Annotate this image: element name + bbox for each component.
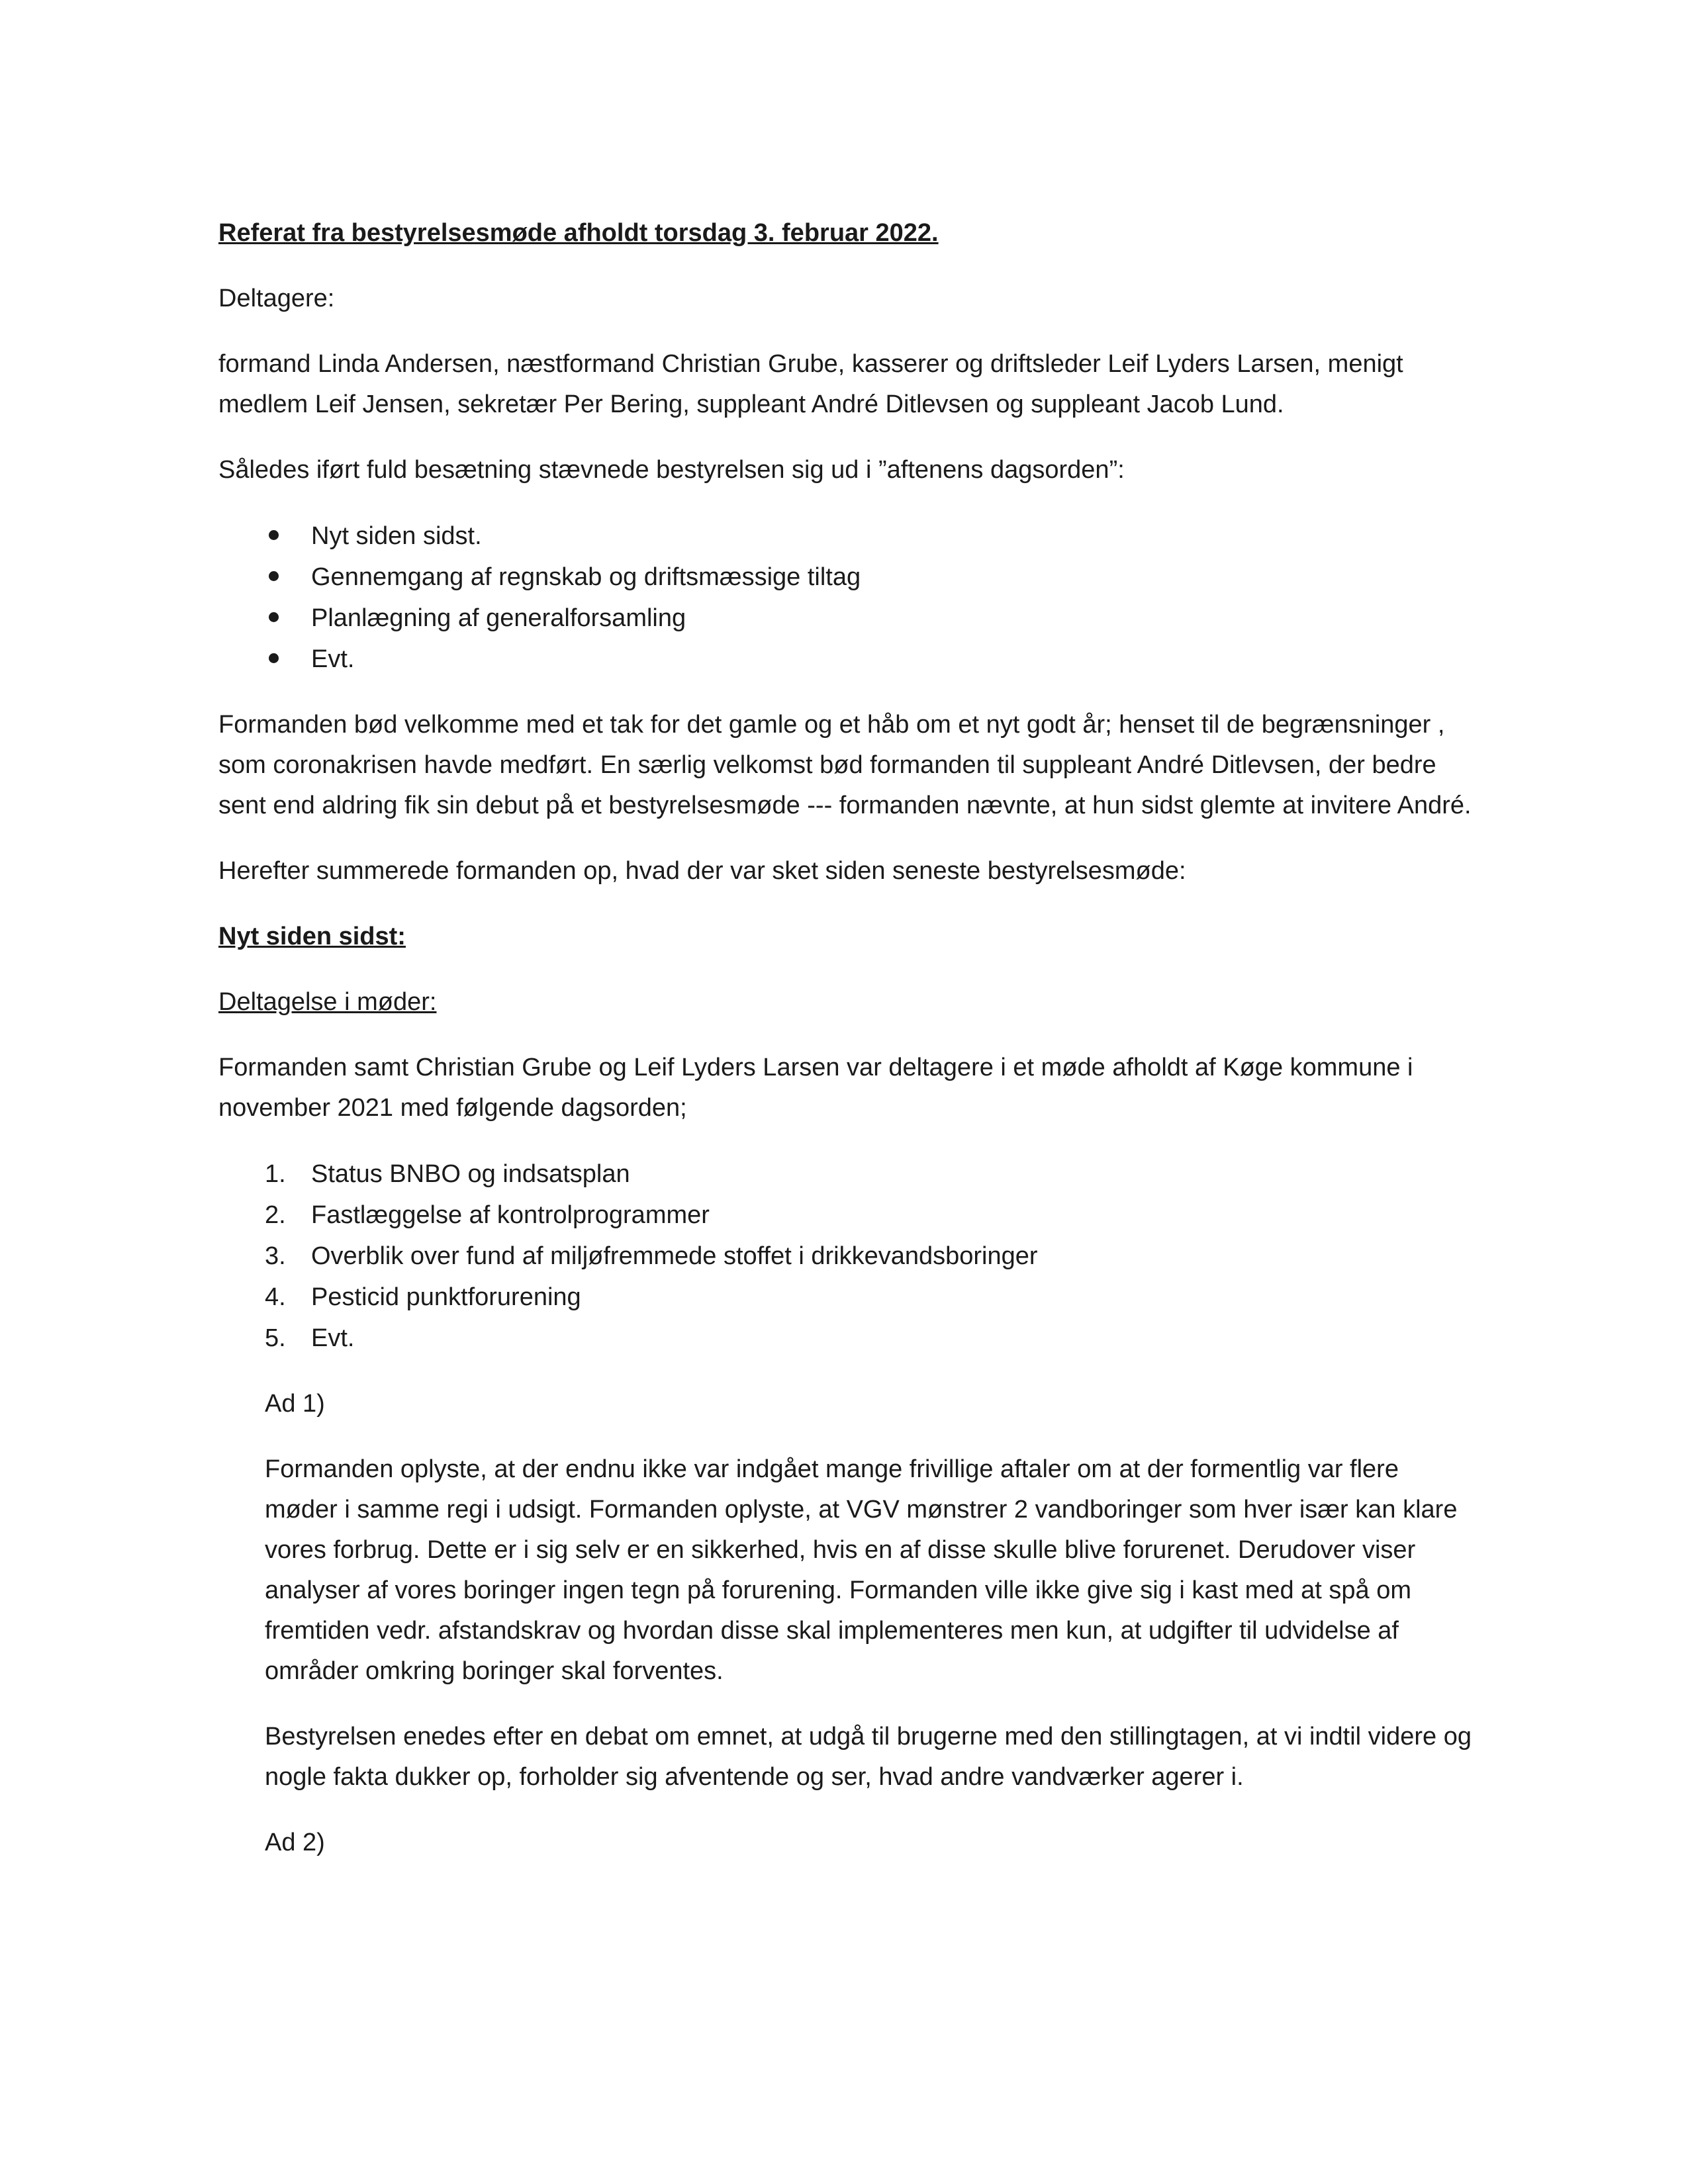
meeting-agenda-item: 2. Fastlæggelse af kontrolprogrammer (265, 1201, 710, 1229)
participants-text: formand Linda Andersen, næstformand Christian Grube, kasserer og driftsleder Leif Lyders Larsen, menigt medlem Leif Jensen, sekretær Per Bering, suppleant André Ditlevsen og suppleant Jacob Lund. (218, 350, 1403, 418)
ad1-conclusion: Bestyrelsen enedes efter en debat om emnet, at udgå til brugerne med den stillingtagen, at vi indtil videre og nogle fakta dukker op, forholder sig afventende og ser, hvad andre vandværker agerer i. (265, 1723, 1472, 1791)
participants-label: Deltagere: (218, 285, 335, 312)
bullet-icon (269, 571, 279, 581)
bullet-icon (269, 530, 279, 540)
meeting-agenda-item: 3. Overblik over fund af miljøfremmede stoffet i drikkevandsboringer (265, 1242, 1038, 1270)
meeting-agenda-item: 4. Pesticid punktforurening (265, 1283, 581, 1311)
agenda-intro: Således iført fuld besætning stævnede bestyrelsen sig ud i ”aftenens dagsorden”: (218, 456, 1125, 484)
agenda-item: Gennemgang af regnskab og driftsmæssige tiltag (218, 557, 1476, 598)
ad1-label: Ad 1) (265, 1390, 325, 1418)
document-body (218, 213, 1476, 1888)
bullet-icon (269, 612, 279, 622)
subsection-heading: Deltagelse i møder: (218, 988, 437, 1016)
document-title: Referat fra bestyrelsesmøde afholdt torsdag 3. februar 2022. (218, 219, 939, 247)
meeting-agenda-item: 1. Status BNBO og indsatsplan (265, 1160, 630, 1188)
meeting-paragraph: Formanden samt Christian Grube og Leif Lyders Larsen var deltagere i et møde afholdt af Køge kommune i november 2021 med følgende dagsorden; (218, 1054, 1413, 1122)
agenda-item: Planlægning af generalforsamling (218, 598, 1476, 639)
meeting-agenda-list (218, 1154, 1476, 1359)
agenda-item: Nyt siden sidst. (218, 516, 1476, 557)
section-heading: Nyt siden sidst: (218, 923, 406, 950)
welcome-paragraph: Formanden bød velkomme med et tak for det gamle og et håb om et nyt godt år; henset til de begrænsninger , som coronakrisen havde medført. En særlig velkomst bød formanden til suppleant André Ditlevsen, der bedre sent end aldring fik sin debut på et bestyrelsesmøde --- formanden nævnte, at hun sidst glemte at invitere André. (218, 711, 1472, 819)
ad2-label: Ad 2) (265, 1829, 325, 1856)
agenda-list (218, 516, 1476, 680)
summary-intro: Herefter summerede formanden op, hvad der var sket siden seneste bestyrelsesmøde: (218, 857, 1186, 885)
ad1-paragraph: Formanden oplyste, at der endnu ikke var indgået mange frivillige aftaler om at der formentlig var flere møder i samme regi i udsigt. Formanden oplyste, at VGV mønstrer 2 vandboringer som hver især kan klare vores forbrug. Dette er i sig selv er en sikkerhed, hvis en af disse skulle blive forurenet. Derudover viser analyser af vores boringer ingen tegn på forurening. Formanden ville ikke give sig i kast med at spå om fremtiden vedr. afstandskrav og hvordan disse skal implementeres men kun, at udgifter til udvidelse af områder omkring boringer skal forventes. (265, 1455, 1458, 1685)
agenda-item: Evt. (218, 639, 1476, 680)
bullet-icon (269, 653, 279, 663)
meeting-agenda-item: 5. Evt. (265, 1324, 355, 1352)
